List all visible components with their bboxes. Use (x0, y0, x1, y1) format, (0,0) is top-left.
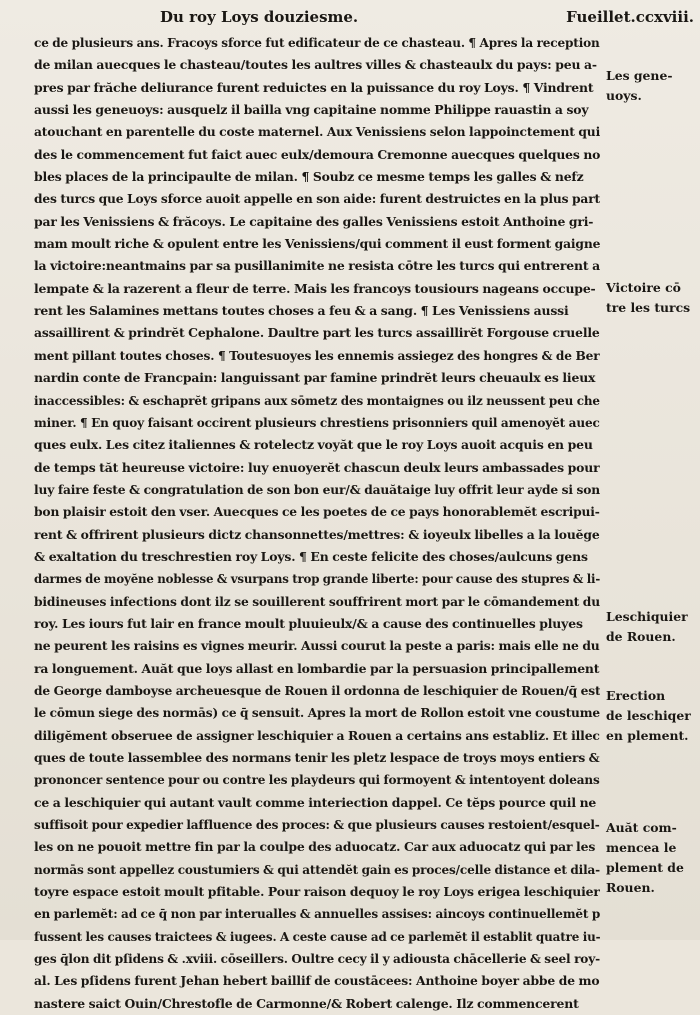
margin-note-before-parlement (606, 818, 698, 898)
text-line: aussi les geneuoys: ausquelz il bailla vng capitaine nomme Philippe rauastin a soy (34, 102, 589, 118)
margin-note-line: Leschiquier (606, 609, 688, 624)
text-line: par les Venissiens & frăcoys. Le capitaine des galles Venissiens estoit Anthoine gri- (34, 213, 594, 229)
text-line: ne peurent les raisins es vignes meurir. Aussi courut la peste a paris: mais elle ne du (34, 638, 600, 654)
margin-note-line: Les gene- (606, 68, 673, 83)
text-line: les on ne pouoit mettre fin par la coulpe des aduocatz. Car aux aduocatz qui par les (34, 839, 596, 855)
text-line: diligĕment obseruee de assigner leschiquier a Rouen a certains ans establiz. Et illec (34, 727, 600, 743)
text-line: pres par frăche deliurance furent reduictes en la puissance du roy Loys. ¶ Vindrent (34, 79, 594, 95)
text-line: atouchant en parentelle du coste maternel. Aux Venissiens selon lappoinctement qui (34, 124, 600, 140)
margin-note-line: Erection (606, 688, 666, 703)
text-line: ment pillant toutes choses. ¶ Toutesuoyes les ennemis assiegez des hongres & de Ber (34, 347, 600, 363)
margin-note-line: de leschiqer (606, 708, 691, 723)
text-line: des turcs que Loys sforce auoit appelle en son aide: furent destruictes en la plus part (34, 191, 601, 207)
margin-note-exchequer (606, 607, 698, 647)
text-line: & exaltation du treschrestien roy Loys. ¶ En ceste felicite des choses/aulcuns gens (34, 548, 588, 564)
text-line: prononcer sentence pour ou contre les playdeurs qui formoyent & intentoyent doleans (34, 772, 600, 788)
text-line: mam moult riche & opulent entre les Venissiens/qui comment il eust forment gaigne (34, 236, 600, 252)
text-line: luy faire feste & congratulation de son bon eur/& dauătaige luy offrit leur ayde si son (34, 481, 600, 497)
page-header (160, 6, 694, 30)
text-line: nardin conte de Francpain: languissant par famine prindrĕt leurs cheuaulx es lieux (34, 370, 596, 386)
text-line: ges q̄lon dit pſidens & .xviii. cōseillers. Oultre cecy il y adiousta chācellerie & seel roy- (34, 951, 600, 967)
text-line: suffisoit pour expedier laffluence des proces: & que plusieurs causes restoient/esquel- (34, 817, 600, 833)
folio-number: Fueillet.ccxviii. (566, 8, 694, 26)
text-line: ques eulx. Les citez italiennes & rotelectz voyăt que le roy Loys auoit acquis en peu (34, 437, 593, 453)
text-line: bles places de la principaulte de milan. ¶ Soubz ce mesme temps les galles & nefz (34, 169, 584, 185)
margin-note-line: Auăt com- (606, 820, 677, 835)
text-line: nastere saict Ouin/Chrestofle de Carmonne/& Robert calenge. Ilz commencerent (34, 995, 579, 1011)
text-line: bon plaisir estoit den vser. Auecques ce les poetes de ce pays honorablemĕt escripui- (34, 504, 600, 520)
text-line: inaccessibles: & eschaprĕt gripans aux sōmetz des montaignes ou ilz neussent peu che (34, 392, 600, 408)
margin-note-line: uoys. (606, 88, 642, 103)
text-line: bidineuses infections dont ilz se souillerent souffrirent mort par le cōmandement du (34, 593, 600, 609)
running-title: Du roy Loys douziesme. (160, 8, 359, 26)
margin-note-line: en plement. (606, 728, 689, 743)
text-line: miner. ¶ En quoy faisant occirent plusieurs chrestiens prisonniers quil amenoyĕt auec (34, 414, 600, 430)
text-line: assaillirent & prindrĕt Cephalone. Daultre part les turcs assaillirĕt Forgouse cruelle (34, 325, 600, 341)
margin-note-line: Victoire cō (606, 280, 681, 295)
text-line: lempate & la razerent a fleur de terre. Mais les francoys tousiours nageans occupe- (34, 280, 596, 296)
text-line: en parlemĕt: ad ce q̄ non par interualles & annuelles assises: aincoys continuellemĕt p (34, 906, 600, 922)
margin-note-line: tre les turcs (606, 300, 691, 315)
text-line: des le commencement fut faict auec eulx/demoura Cremonne auecques quelques no (34, 146, 601, 162)
text-line: fussent les causes traictees & iugees. A ceste cause ad ce parlemĕt il establit quatre iu- (34, 928, 601, 944)
text-line: la victoire:neantmains par sa pusillanimite ne resista cōtre les turcs qui entrerent a (34, 258, 600, 274)
text-line: ce a leschiquier qui autant vault comme interiection dappel. Ce tĕps pource quil ne (34, 794, 597, 810)
text-line: de milan auecques le chasteau/toutes les aultres villes & chasteaulx du pays: peu a- (34, 57, 597, 73)
margin-note-line: plement de (606, 860, 684, 875)
main-text-block (34, 32, 600, 1015)
text-line: de George damboyse archeuesque de Rouen il ordonna de leschiquier de Rouen/q̄ est (34, 682, 601, 698)
text-line: darmes de moyĕne noblesse & vsurpans trop grande liberte: pour cause des stupres & li- (34, 571, 601, 587)
text-line: rent les Salamines mettans toutes choses a feu & a sang. ¶ Les Venissiens aussi (34, 303, 569, 319)
text-line: rent & offrirent plusieurs dictz chansonnettes/mettres: & ioyeulx libelles a la louĕge (34, 526, 600, 542)
text-line: ques de toute lassemblee des normans tenir les pletz lespace de troys moys entiers & (34, 750, 600, 765)
text-line: de temps tăt heureuse victoire: luy enuoyerĕt chascun deulx leurs ambassades pour (34, 459, 600, 475)
margin-note-line: Rouen. (606, 880, 655, 895)
margin-note-erection (606, 686, 698, 746)
margin-note-victory-turks (606, 278, 698, 318)
text-line: ce de plusieurs ans. Fracoys sforce fut edificateur de ce chasteau. ¶ Apres la reception (34, 35, 600, 50)
margin-note-line: de Rouen. (606, 629, 676, 644)
margin-note-genoese (606, 66, 698, 106)
margin-note-line: mencea le (606, 840, 677, 855)
text-line: roy. Les iours fut lair en france moult pluuieulx/& a cause des continuelles pluyes (34, 615, 583, 631)
text-line: toyre espace estoit moult pfitable. Pour raison dequoy le roy Loys erigea leschiquier (34, 884, 600, 900)
text-line: le cōmun siege des normās) ce q̄ sensuit. Apres la mort de Rollon estoit vne coustume (34, 705, 600, 721)
text-line: al. Les pſidens furent Jehan hebert baillif de coustācees: Anthoine boyer abbe de mo (34, 973, 600, 989)
text-line: ra longuement. Auăt que loys allast en lombardie par la persuasion principallement (34, 660, 600, 676)
text-line: normās sont appellez coustumiers & qui attendĕt gain es proces/celle distance et dila- (34, 861, 600, 877)
